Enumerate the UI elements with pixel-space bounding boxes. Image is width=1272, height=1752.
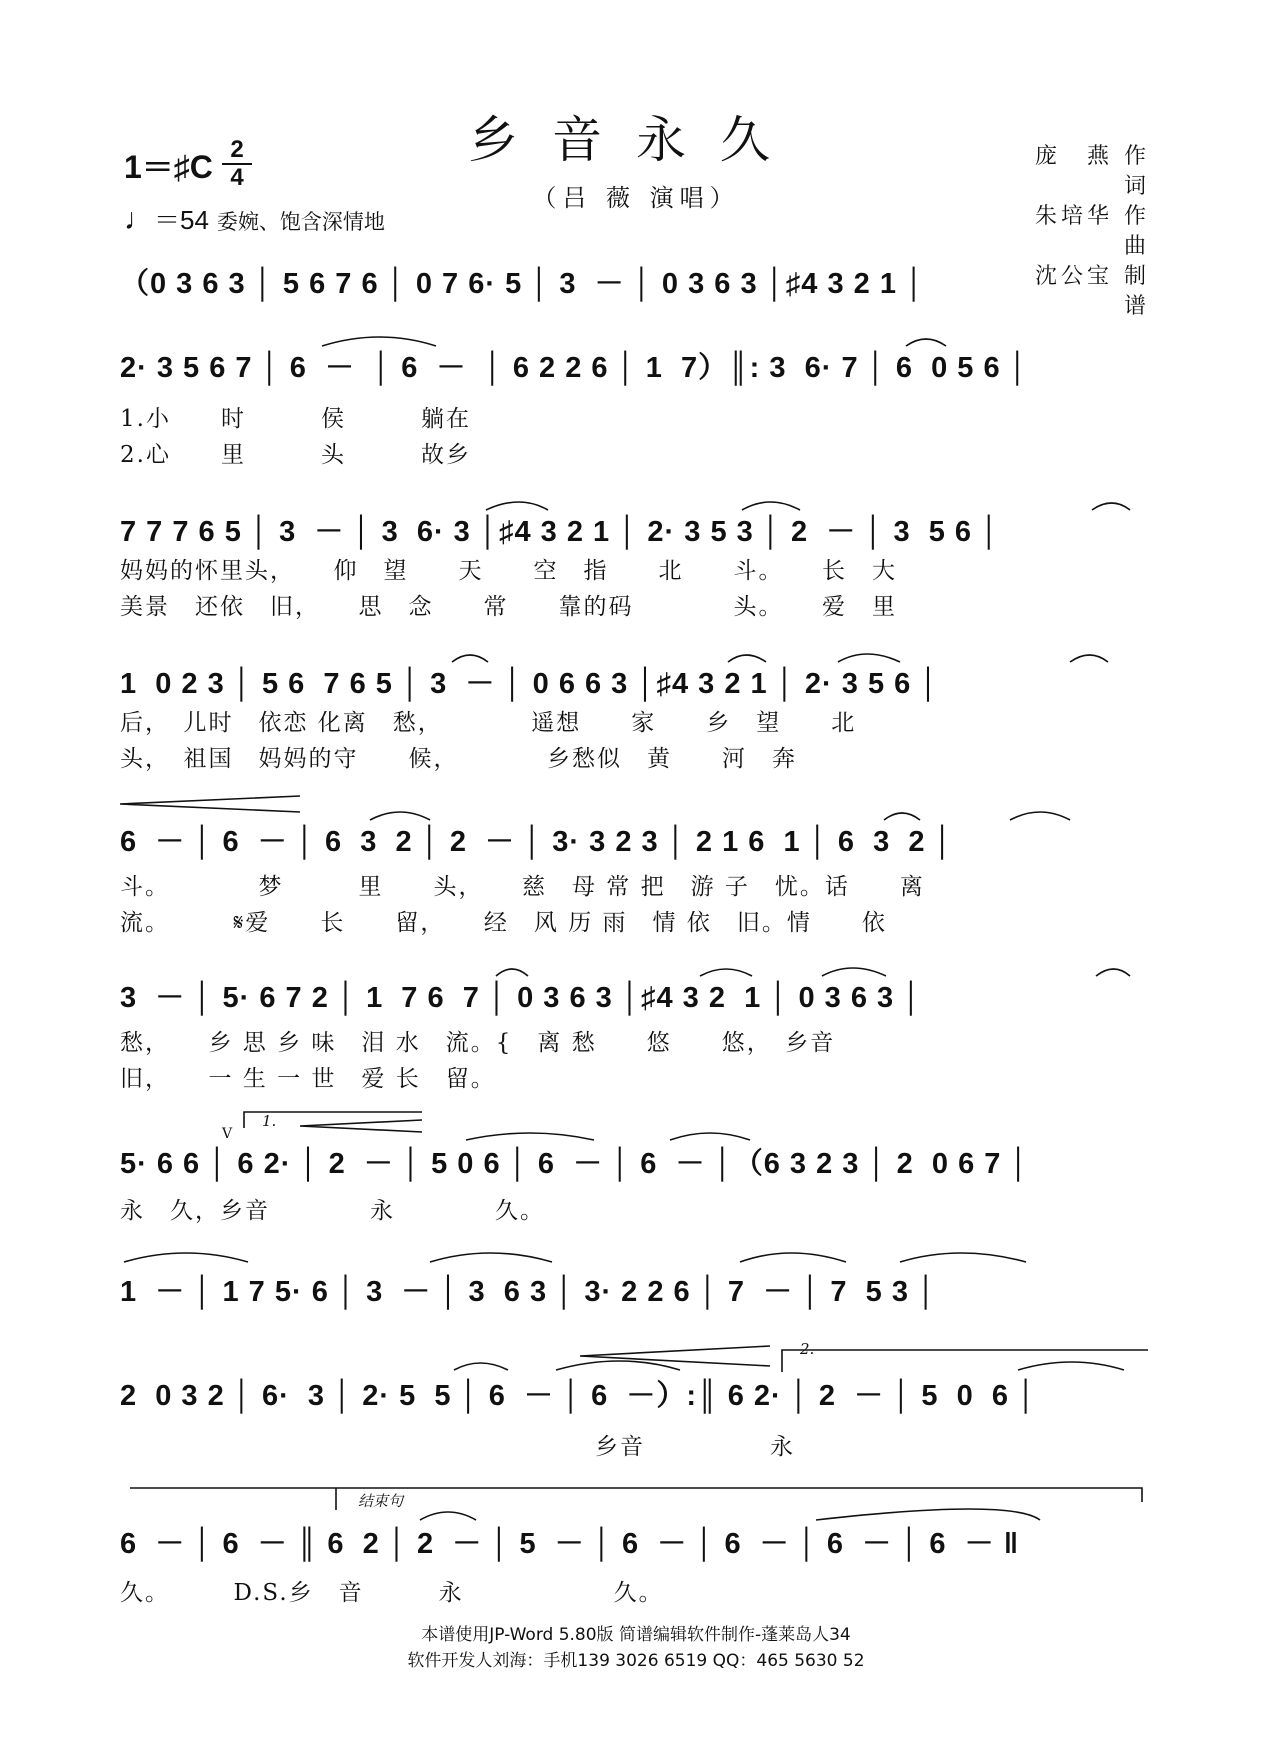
slur bbox=[420, 1512, 476, 1520]
composer: 朱培华 作曲 bbox=[1035, 204, 1150, 259]
crescendo-hairpin bbox=[580, 1346, 770, 1366]
ending-2-bracket bbox=[782, 1350, 1148, 1372]
crescendo-hairpin bbox=[300, 1120, 422, 1132]
lyric-line-10: 久。 D.S.乡 音 永 久。 bbox=[120, 1580, 664, 1606]
notation-row-9: 2 0 3 2 │ 6· 3 │ 2· 5 5 │ 6 － │ 6 －）:║ 6 2· │ 2 － │ 5 0 6 │ bbox=[120, 1380, 1038, 1412]
slur bbox=[670, 1133, 750, 1140]
slur bbox=[486, 502, 548, 510]
coda-label: 结束句 bbox=[358, 1492, 404, 1510]
slur bbox=[1010, 812, 1070, 820]
slur bbox=[1070, 655, 1108, 662]
slur bbox=[1018, 1362, 1124, 1370]
lyric-line-9: 乡音 永 bbox=[120, 1434, 795, 1460]
slur bbox=[124, 1253, 248, 1262]
slur bbox=[884, 813, 920, 820]
lyric-line-3b: 美景 还依 旧， 思 念 常 靠的码 头。 爱 里 bbox=[120, 594, 897, 620]
lyric-line-5b: 流。 𝄋爱 长 留， 经 风 历 雨 情 依 旧。情 依 bbox=[120, 910, 887, 936]
coda-bracket bbox=[130, 1488, 1142, 1502]
notation-row-7: 5· 6 6 │ 6 2· │ 2 － │ 5 0 6 │ 6 － │ 6 － │（6 3 2 3 │ 2 0 6 7 │ bbox=[120, 1148, 1030, 1180]
slur bbox=[700, 969, 752, 976]
slur bbox=[430, 1253, 552, 1262]
crescendo-hairpin bbox=[120, 796, 300, 812]
lyric-line-6a: 愁， 乡 思 乡 味 泪 水 流。{ 离 愁 悠 悠， 乡音 bbox=[120, 1030, 836, 1056]
slur bbox=[1092, 503, 1130, 510]
slur bbox=[466, 1133, 594, 1140]
performer-credit: （吕 薇 演唱） bbox=[532, 184, 740, 212]
tempo-value: ＝54 bbox=[154, 205, 209, 235]
notation-row-1: （0 3 6 3 │ 5 6 7 6 │ 0 7 6· 5 │ 3 － │ 0 3 6 3 │♯4 3 2 1 │ bbox=[120, 268, 926, 300]
slur bbox=[322, 337, 436, 346]
slur bbox=[556, 1361, 680, 1370]
breath-mark: V bbox=[222, 1126, 233, 1142]
lyric-line-4b: 头， 祖国 妈妈的守 候， 乡愁似 黄 河 奔 bbox=[120, 746, 797, 772]
ending-1-label: 1. bbox=[262, 1112, 277, 1130]
footer-line-2: 软件开发人刘海：手机139 3026 6519 QQ：465 5630 52 bbox=[407, 1651, 865, 1671]
lyric-line-7: 永 久，乡音 永 久。 bbox=[120, 1198, 545, 1224]
lyric-line-3a: 妈妈的怀里头， 仰 望 天 空 指 北 斗。 长 大 bbox=[120, 558, 897, 584]
slur bbox=[742, 502, 800, 510]
notation-row-2: 2· 3 5 6 7 │ 6 － │ 6 － │ 6 2 2 6 │ 1 7）║: 3 6· 7 │ 6 0 5 6 │ bbox=[120, 352, 1029, 384]
slur bbox=[822, 968, 886, 976]
expression-text: 委婉、饱含深情地 bbox=[216, 211, 385, 234]
notation-row-3: 7 7 7 6 5 │ 3 － │ 3 6· 3 │♯4 3 2 1 │ 2· 3 5 3 │ 2 － │ 3 5 6 │ bbox=[120, 516, 1001, 548]
notation-row-6: 3 － │ 5· 6 7 2 │ 1 7 6 7 │ 0 3 6 3 │♯4 3 2 1 │ 0 3 6 3 │ bbox=[120, 982, 923, 1014]
lyricist: 庞 燕 作词 bbox=[1035, 144, 1150, 199]
slur bbox=[728, 655, 766, 662]
footer bbox=[0, 1622, 1272, 1674]
notation-row-5: 6 － │ 6 － │ 6 3 2 │ 2 － │ 3· 3 2 3 │ 2 1 6 1 │ 6 3 2 │ bbox=[120, 826, 954, 858]
meter-bottom: 4 bbox=[230, 164, 244, 191]
slur bbox=[370, 812, 430, 820]
slur bbox=[1096, 969, 1130, 976]
slur bbox=[496, 969, 528, 976]
lyric-line-6b: 旧， 一 生 一 世 爱 长 留。 bbox=[120, 1066, 496, 1092]
slur bbox=[900, 1253, 1026, 1262]
notation-row-4: 1 0 2 3 │ 5 6 7 6 5 │ 3 － │ 0 6 6 3 │♯4 3 2 1 │ 2· 3 5 6 │ bbox=[120, 668, 940, 700]
lyric-line-4a: 后， 儿时 依恋 化离 愁， 遥想 家 乡 望 北 bbox=[120, 710, 857, 736]
notation-row-8: 1 － │ 1 7 5· 6 │ 3 － │ 3 6 3 │ 3· 2 2 6 │ 7 － │ 7 5 3 │ bbox=[120, 1276, 938, 1308]
slur bbox=[838, 654, 900, 662]
lyric-line-2b: 2.心 里 头 故乡 bbox=[120, 442, 471, 468]
slur bbox=[454, 1363, 508, 1370]
lyric-line-5a: 斗。 梦 里 头， 慈 母 常 把 游 子 忧。话 离 bbox=[120, 874, 925, 900]
footer-line-1: 本谱使用JP-Word 5.80版 简谱编辑软件制作-蓬莱岛人34 bbox=[421, 1625, 851, 1645]
slur bbox=[816, 1509, 1040, 1520]
ending-2-label: 2. bbox=[800, 1340, 815, 1358]
lyric-line-2a: 1.小 时 侯 躺在 bbox=[120, 406, 471, 432]
notation-row-10: 6 － │ 6 － ║ 6 2 │ 2 － │ 5 － │ 6 － │ 6 － │ 6 － │ 6 － ‖ bbox=[120, 1528, 1020, 1560]
song-title: 乡音永久 bbox=[468, 111, 804, 169]
quarter-note-icon: ♩ bbox=[124, 203, 154, 236]
slur bbox=[452, 655, 488, 662]
ending-1-bracket bbox=[244, 1112, 422, 1128]
key-signature: 1＝♯C bbox=[124, 149, 213, 185]
meter-top: 2 bbox=[230, 136, 244, 163]
slur bbox=[906, 339, 946, 346]
arranger: 沈公宝 制谱 bbox=[1035, 264, 1150, 319]
slur bbox=[740, 1253, 846, 1262]
